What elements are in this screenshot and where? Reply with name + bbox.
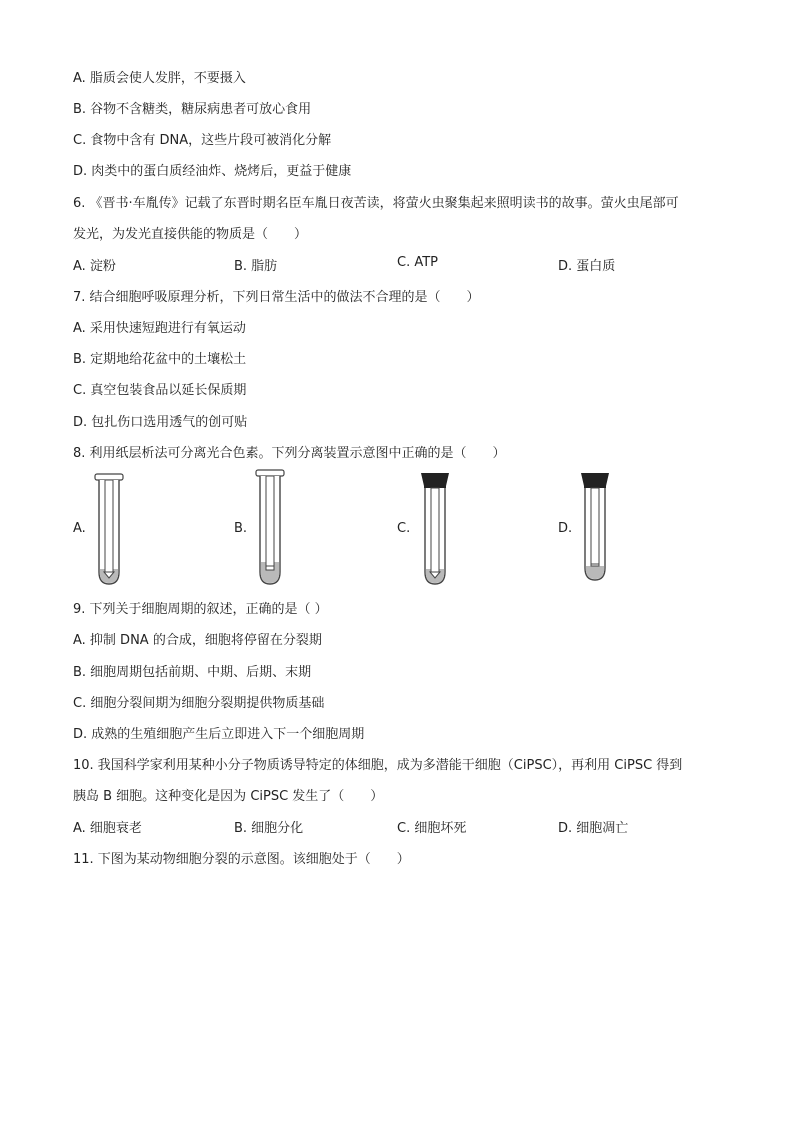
- q8-figure-label-a: A.: [73, 521, 86, 536]
- q5-option-b: B. 谷物不含糖类，糖尿病患者可放心食用: [73, 102, 312, 117]
- q11-stem: 11. 下图为某动物细胞分裂的示意图。该细胞处于（ ）: [73, 852, 410, 867]
- test-tube-b-figure: [253, 468, 287, 590]
- q10-option-c: C. 细胞坏死: [397, 821, 467, 836]
- q6-option-d: D. 蛋白质: [558, 259, 616, 274]
- test-tube-a-figure: [92, 472, 126, 590]
- q8-stem: 8. 利用纸层析法可分离光合色素。下列分离装置示意图中正确的是（ ）: [73, 446, 506, 461]
- q6-option-a: A. 淀粉: [73, 259, 116, 274]
- q7-stem: 7. 结合细胞呼吸原理分析，下列日常生活中的做法不合理的是（ ）: [73, 290, 480, 305]
- test-tube-d-figure: [578, 470, 612, 586]
- q7-option-b: B. 定期地给花盆中的土壤松土: [73, 352, 247, 367]
- q5-option-c: C. 食物中含有 DNA，这些片段可被消化分解: [73, 133, 332, 148]
- q6-option-c: C. ATP: [397, 255, 439, 270]
- q7-option-a: A. 采用快速短跑进行有氧运动: [73, 321, 246, 336]
- q10-option-b: B. 细胞分化: [234, 821, 304, 836]
- q10-stem-line1: 10. 我国科学家利用某种小分子物质诱导特定的体细胞，成为多潜能干细胞（CiPSC），再利用 CiPSC 得到: [73, 758, 683, 773]
- q5-option-a: A. 脂质会使人发胖，不要摄入: [73, 71, 246, 86]
- test-tube-c-figure: [418, 470, 452, 590]
- q8-figure-label-c: C.: [397, 521, 411, 536]
- q10-option-d: D. 细胞凋亡: [558, 821, 629, 836]
- q8-figure-label-d: D.: [558, 521, 573, 536]
- q9-option-a: A. 抑制 DNA 的合成，细胞将停留在分裂期: [73, 633, 322, 648]
- q6-stem-line2: 发光，为发光直接供能的物质是（ ）: [73, 227, 308, 242]
- q10-stem-line2: 胰岛 B 细胞。这种变化是因为 CiPSC 发生了（ ）: [73, 789, 384, 804]
- q10-option-a: A. 细胞衰老: [73, 821, 142, 836]
- q6-option-b: B. 脂肪: [234, 259, 278, 274]
- q9-option-c: C. 细胞分裂间期为细胞分裂期提供物质基础: [73, 696, 325, 711]
- q9-stem: 9. 下列关于细胞周期的叙述，正确的是（ ）: [73, 602, 328, 617]
- q7-option-d: D. 包扎伤口选用透气的创可贴: [73, 415, 248, 430]
- q5-option-d: D. 肉类中的蛋白质经油炸、烧烤后，更益于健康: [73, 164, 352, 179]
- q6-stem-line1: 6. 《晋书·车胤传》记载了东晋时期名臣车胤日夜苦读，将萤火虫聚集起来照明读书的故事。萤火虫尾部可: [73, 196, 679, 211]
- q8-figure-label-b: B.: [234, 521, 248, 536]
- q9-option-d: D. 成熟的生殖细胞产生后立即进入下一个细胞周期: [73, 727, 365, 742]
- q9-option-b: B. 细胞周期包括前期、中期、后期、末期: [73, 665, 312, 680]
- q7-option-c: C. 真空包装食品以延长保质期: [73, 383, 247, 398]
